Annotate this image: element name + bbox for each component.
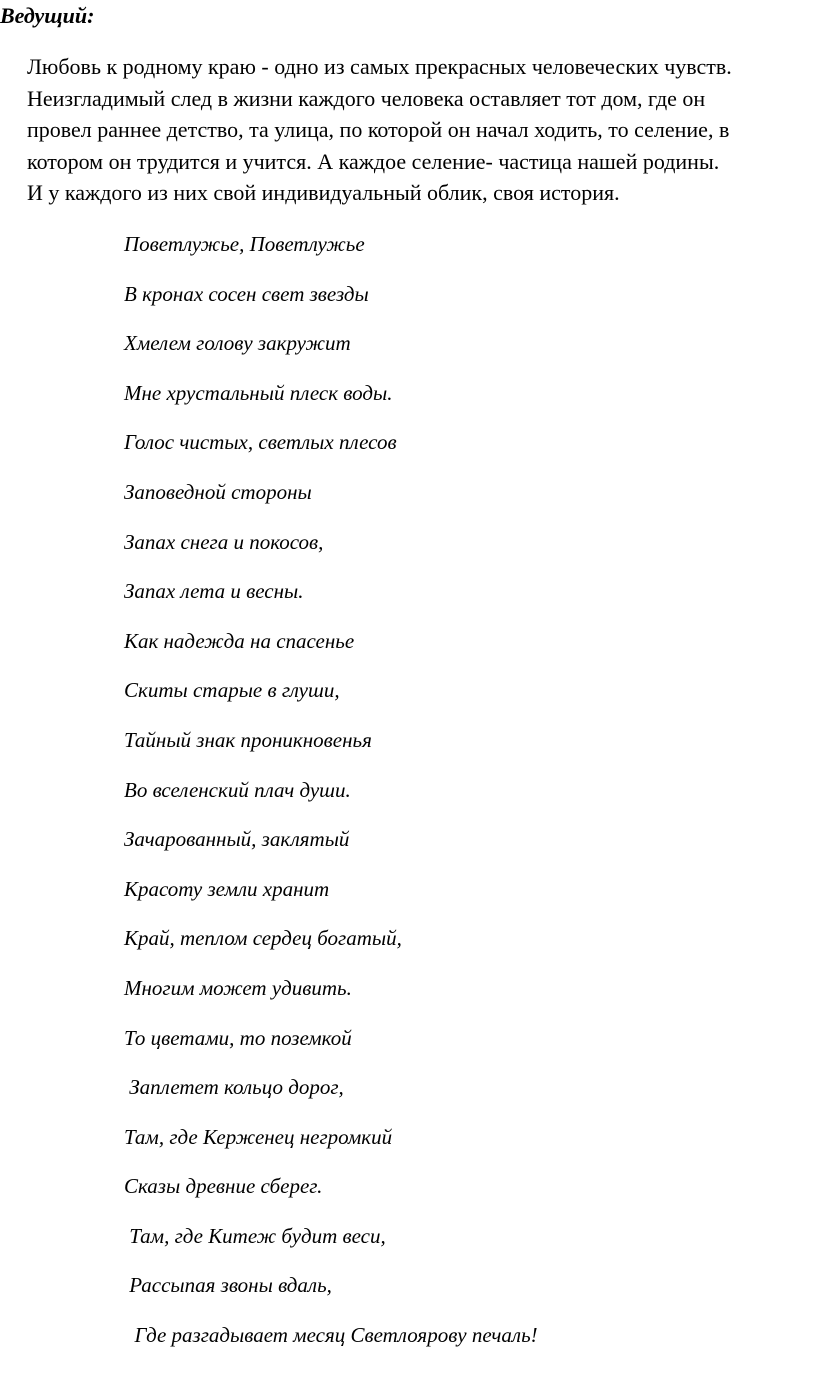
poem-line: Заповедной стороны bbox=[124, 479, 312, 504]
poem-line: Зачарованный, заклятый bbox=[124, 827, 350, 852]
poem-line: Хмелем голову закружит bbox=[124, 331, 351, 356]
intro-line: котором он трудится и учится. А каждое селение- частица нашей родины. bbox=[27, 148, 720, 174]
poem-line: Тайный знак проникновенья bbox=[124, 727, 372, 752]
poem-line: Голос чистых, светлых плесов bbox=[124, 430, 397, 455]
poem bbox=[124, 229, 538, 1370]
intro-line: Любовь к родному краю - одно из самых прекрасных человеческих чувств. bbox=[27, 54, 732, 79]
poem-line: Заплетет кольцо дорог, bbox=[124, 1075, 344, 1100]
poem-line: Красоту земли хранит bbox=[124, 876, 330, 901]
poem-line: Мне хрустальный плеск воды. bbox=[124, 380, 393, 405]
poem-line: Там, где Китеж будит веси, bbox=[124, 1223, 386, 1248]
poem-line: Где разгадывает месяц Светлоярову печаль! bbox=[124, 1323, 538, 1348]
poem-line: Многим может удивить. bbox=[124, 975, 352, 1000]
poem-line: Сказы древние сберег. bbox=[124, 1174, 323, 1199]
intro-line: провел раннее детство, та улица, по которой он начал ходить, то селение, в bbox=[27, 117, 730, 142]
poem-line: Там, где Керженец негромкий bbox=[124, 1124, 393, 1149]
intro-paragraph bbox=[27, 51, 816, 209]
intro-line: Неизгладимый след в жизни каждого человека оставляет тот дом, где он bbox=[27, 85, 706, 111]
intro-line: И у каждого из них свой индивидуальный облик, своя история. bbox=[27, 180, 620, 205]
speaker-label: Ведущий: bbox=[0, 3, 95, 28]
poem-line: Скиты старые в глуши, bbox=[124, 678, 340, 703]
poem-line: Как надежда на спасенье bbox=[124, 628, 355, 653]
poem-line: Край, теплом сердец богатый, bbox=[124, 926, 402, 951]
poem-line: Во вселенский плач души. bbox=[124, 777, 351, 802]
poem-line: То цветами, то поземкой bbox=[124, 1025, 352, 1050]
poem-line: Запах лета и весны. bbox=[124, 579, 304, 604]
poem-line: Поветлужье, Поветлужье bbox=[124, 232, 365, 256]
poem-line: Рассыпая звоны вдаль, bbox=[124, 1273, 332, 1298]
poem-line: Запах снега и покосов, bbox=[124, 529, 324, 554]
poem-line: В кронах сосен свет звезды bbox=[124, 281, 369, 306]
